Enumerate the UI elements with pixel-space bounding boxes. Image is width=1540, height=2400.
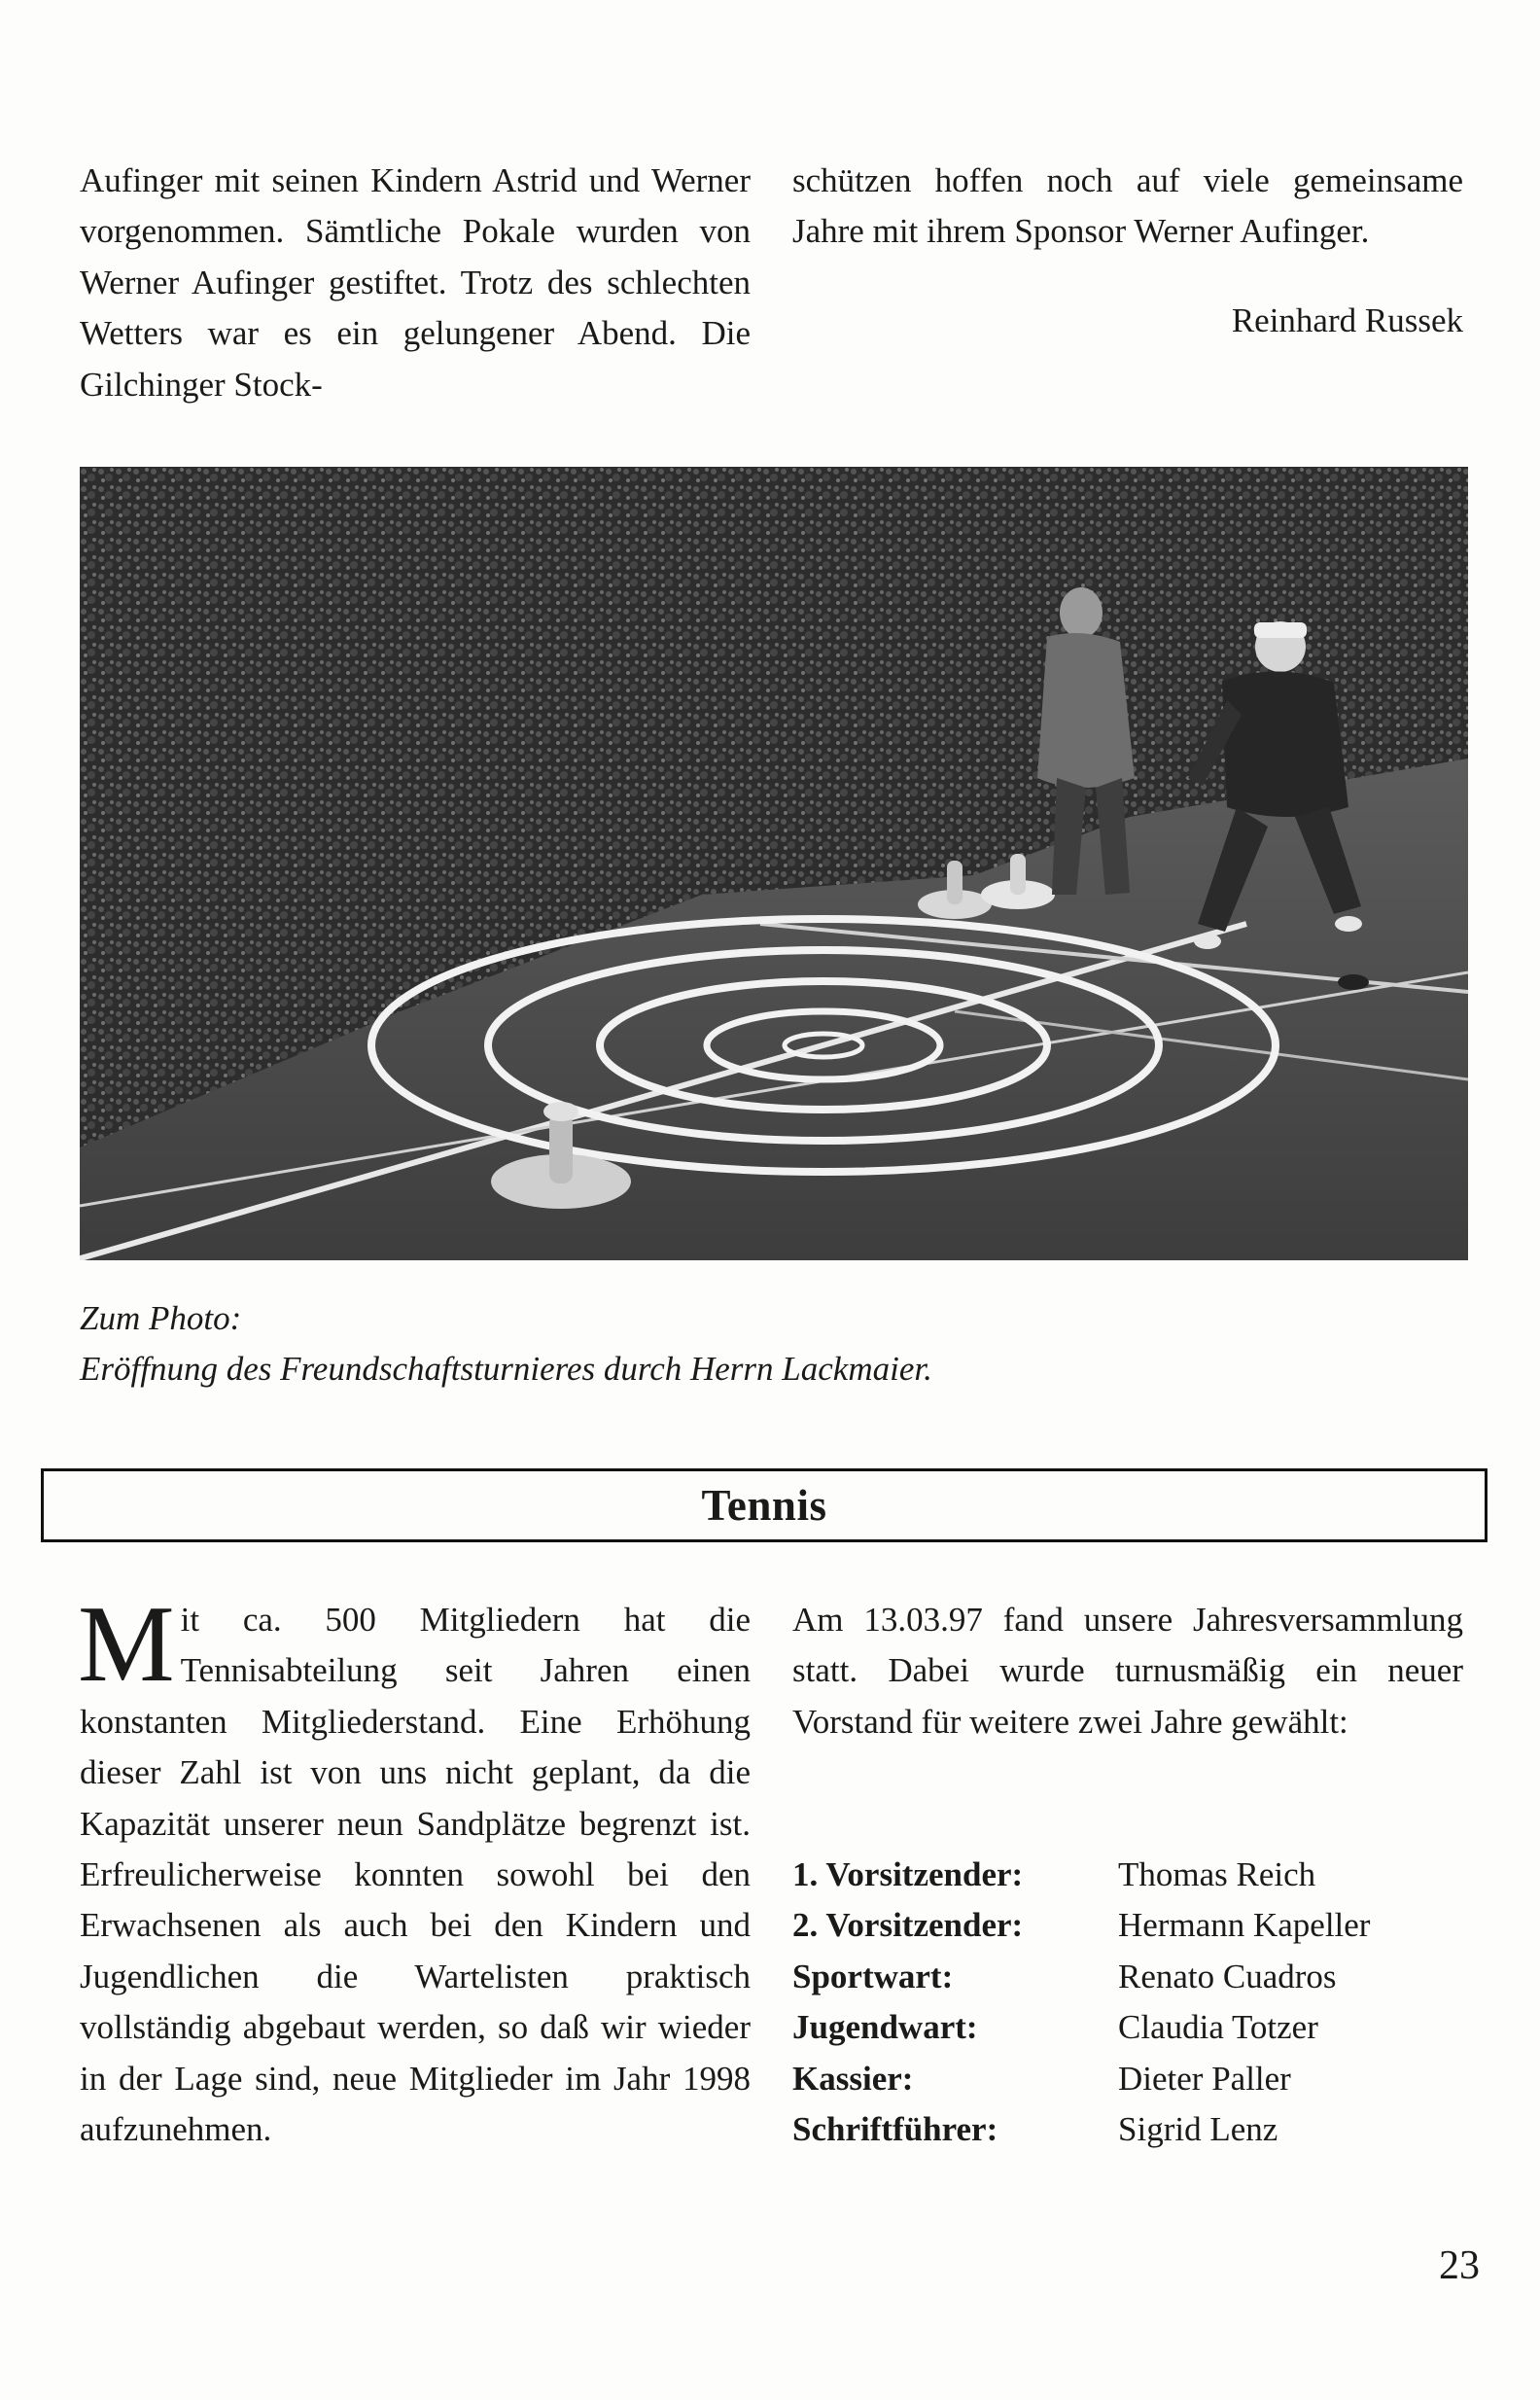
board-role: Jugendwart: <box>792 2008 978 2047</box>
caption-heading: Zum Photo: <box>80 1299 242 1337</box>
board-row <box>792 1900 1463 1951</box>
board-role: Sportwart: <box>792 1957 954 1995</box>
section-header <box>41 1468 1488 1542</box>
paragraph: Mit ca. 500 Mitgliedern hat die Tennisabteilung seit Jahren einen konstanten Mitgliederstand. Eine Erhöhung dieser Zahl ist von uns nicht geplant, da die Kapazität unserer neun Sandplätze begrenzt ist. Erfreulicherweise konnten sowohl bei den Erwachsenen als auch bei den Kindern und Jugendlichen die Wartelisten praktisch vollständig abgebaut werden, so daß wir wieder in der Lage sind, neue Mitglieder im Jahr 1998 aufzunehmen. <box>78 1584 751 2149</box>
paragraph: Am 13.03.97 fand unsere Jahresversammlung statt. Dabei wurde turnusmäßig ein neuer Vorstand für weitere zwei Jahre gewählt: <box>792 1601 1463 1741</box>
paragraph: Aufinger mit seinen Kindern Astrid und Werner vorgenommen. Sämtliche Pokale wurden von Werner Aufinger gestiftet. Trotz des schlechten Wetters war es ein gelungener Abend. Die Gilchinger Stock- <box>80 161 751 404</box>
board-role: 1. Vorsitzender: <box>792 1855 1024 1893</box>
caption-text: Eröffnung des Freundschaftsturnieres durch Herrn Lackmaier. <box>80 1350 932 1388</box>
board-person: Sigrid Lenz <box>1118 2109 1278 2148</box>
board-row <box>792 1952 1463 2002</box>
board-person: Thomas Reich <box>1118 1855 1316 1893</box>
board-role: 2. Vorsitzender: <box>792 1906 1024 1945</box>
board-role: Kassier: <box>792 2059 914 2098</box>
photo-stockschiessen <box>80 467 1468 1260</box>
photo-caption <box>80 1293 932 1394</box>
board-row <box>792 1850 1463 1900</box>
tennis-text-left <box>78 1584 751 2155</box>
board-person: Dieter Paller <box>1118 2059 1291 2098</box>
board-person: Renato Cuadros <box>1118 1957 1337 1995</box>
board-row <box>792 2002 1463 2053</box>
article-text-right <box>792 156 1463 258</box>
tennis-text-right <box>792 1595 1463 1747</box>
paragraph: schützen hoffen noch auf viele gemeinsame Jahre mit ihrem Sponsor Werner Aufinger. <box>792 161 1463 251</box>
board-role: Schriftführer: <box>792 2109 998 2148</box>
section-title: Tennis <box>701 1481 827 1530</box>
board-person: Hermann Kapeller <box>1118 1906 1371 1945</box>
board-row <box>792 2054 1463 2104</box>
drop-cap: M <box>78 1584 175 1705</box>
article-text-left <box>80 156 751 410</box>
board-list <box>792 1850 1463 2155</box>
board-row <box>792 2104 1463 2155</box>
page-number: 23 <box>1439 2243 1480 2288</box>
author-signature: Reinhard Russek <box>1231 301 1463 339</box>
photo-illustration <box>80 467 1468 1260</box>
board-person: Claudia Totzer <box>1118 2008 1318 2047</box>
